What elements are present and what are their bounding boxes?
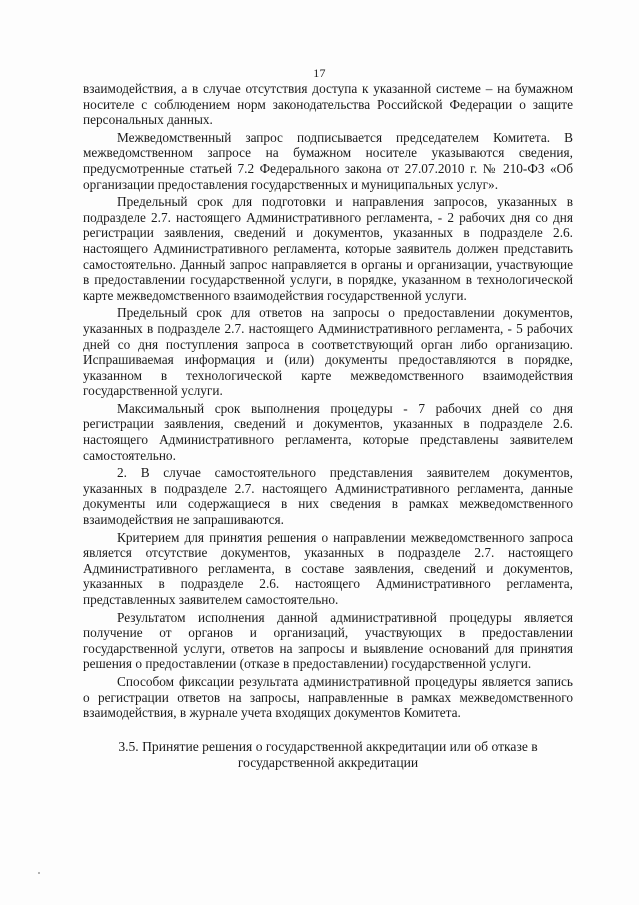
paragraph-decision-criterion: Критерием для принятия решения о направлении межведомственного запроса является отсутствие документов, указанных в подразделе 2.7. настоящего Административного регламента, в составе заявления, сведений и документов, указанных в подразделе 2.6. настоящего Административного регламента, представленных заявителем самостоятельно. [83, 529, 573, 607]
page-number: 17 [313, 66, 326, 80]
paragraph-continuation: взаимодействия, а в случае отсутствия доступа к указанной системе – на бумажном носителе с соблюдением норм законодательства Российской Федерации о защите персональных данных. [83, 81, 573, 128]
paragraph-request-preparation-deadline: Предельный срок для подготовки и направления запросов, указанных в подразделе 2.7. настоящего Административного регламента, - 2 рабочих дня со дня регистрации заявления, сведений и документов, указанных в подразделе 2.6. настоящего Административного регламента, которые заявитель должен представить самостоятельно. Данный запрос направляется в органы и организации, участвующие в предоставлении государственной услуги, в порядке, указанном в технологической карте межведомственного взаимодействия государственной услуги. [83, 194, 573, 303]
section-heading-line-1: 3.5. Принятие решения о государственной аккредитации или об отказе в [118, 738, 538, 754]
paragraph-procedure-result: Результатом исполнения данной административной процедуры является получение от органов и организаций, участвующих в предоставлении государственной услуги, ответов на запросы и выявление оснований для принятия решения о предоставлении (отказе в предоставлении) государственной услуги. [83, 609, 573, 672]
paragraph-interagency-request-signature: Межведомственный запрос подписывается председателем Комитета. В межведомственном запросе на бумажном носителе указываются сведения, предусмотренные статьей 7.2 Федерального закона от 27.07.2010 г. № 210-ФЗ «Об организации предоставления государственных и муниципальных услуг». [83, 129, 573, 192]
section-heading-line-2: государственной аккредитации [237, 754, 419, 770]
paragraph-self-submitted-documents: 2. В случае самостоятельного представления заявителем документов, указанных в подразделе 2.7. настоящего Административного регламента, данные документы или содержащиеся в них сведения в рамках межведомственного взаимодействия не запрашиваются. [83, 465, 573, 528]
section-heading [83, 739, 573, 771]
paragraph-response-deadline: Предельный срок для ответов на запросы о предоставлении документов, указанных в подразделе 2.7. настоящего Административного регламента, - 5 рабочих дней со дня поступления запроса в соответствующий орган либо организацию. Испрашиваемая информация и (или) документы предоставляются в порядке, указанном в технологической карте межведомственного взаимодействия государственной услуги. [83, 305, 573, 399]
paragraph-result-recording-method: Способом фиксации результата административной процедуры является запись о регистрации ответов на запросы, направленные в рамках межведомственного взаимодействия, в журнале учета входящих документов Комитета. [83, 673, 573, 721]
document-body [83, 81, 573, 771]
paragraph-maximum-duration: Максимальный срок выполнения процедуры - 7 рабочих дней со дня регистрации заявления, сведений и документов, указанных в подразделе 2.6. настоящего Административного регламента, которые представлены заявителем самостоятельно. [83, 400, 573, 463]
scan-speck [38, 872, 40, 874]
